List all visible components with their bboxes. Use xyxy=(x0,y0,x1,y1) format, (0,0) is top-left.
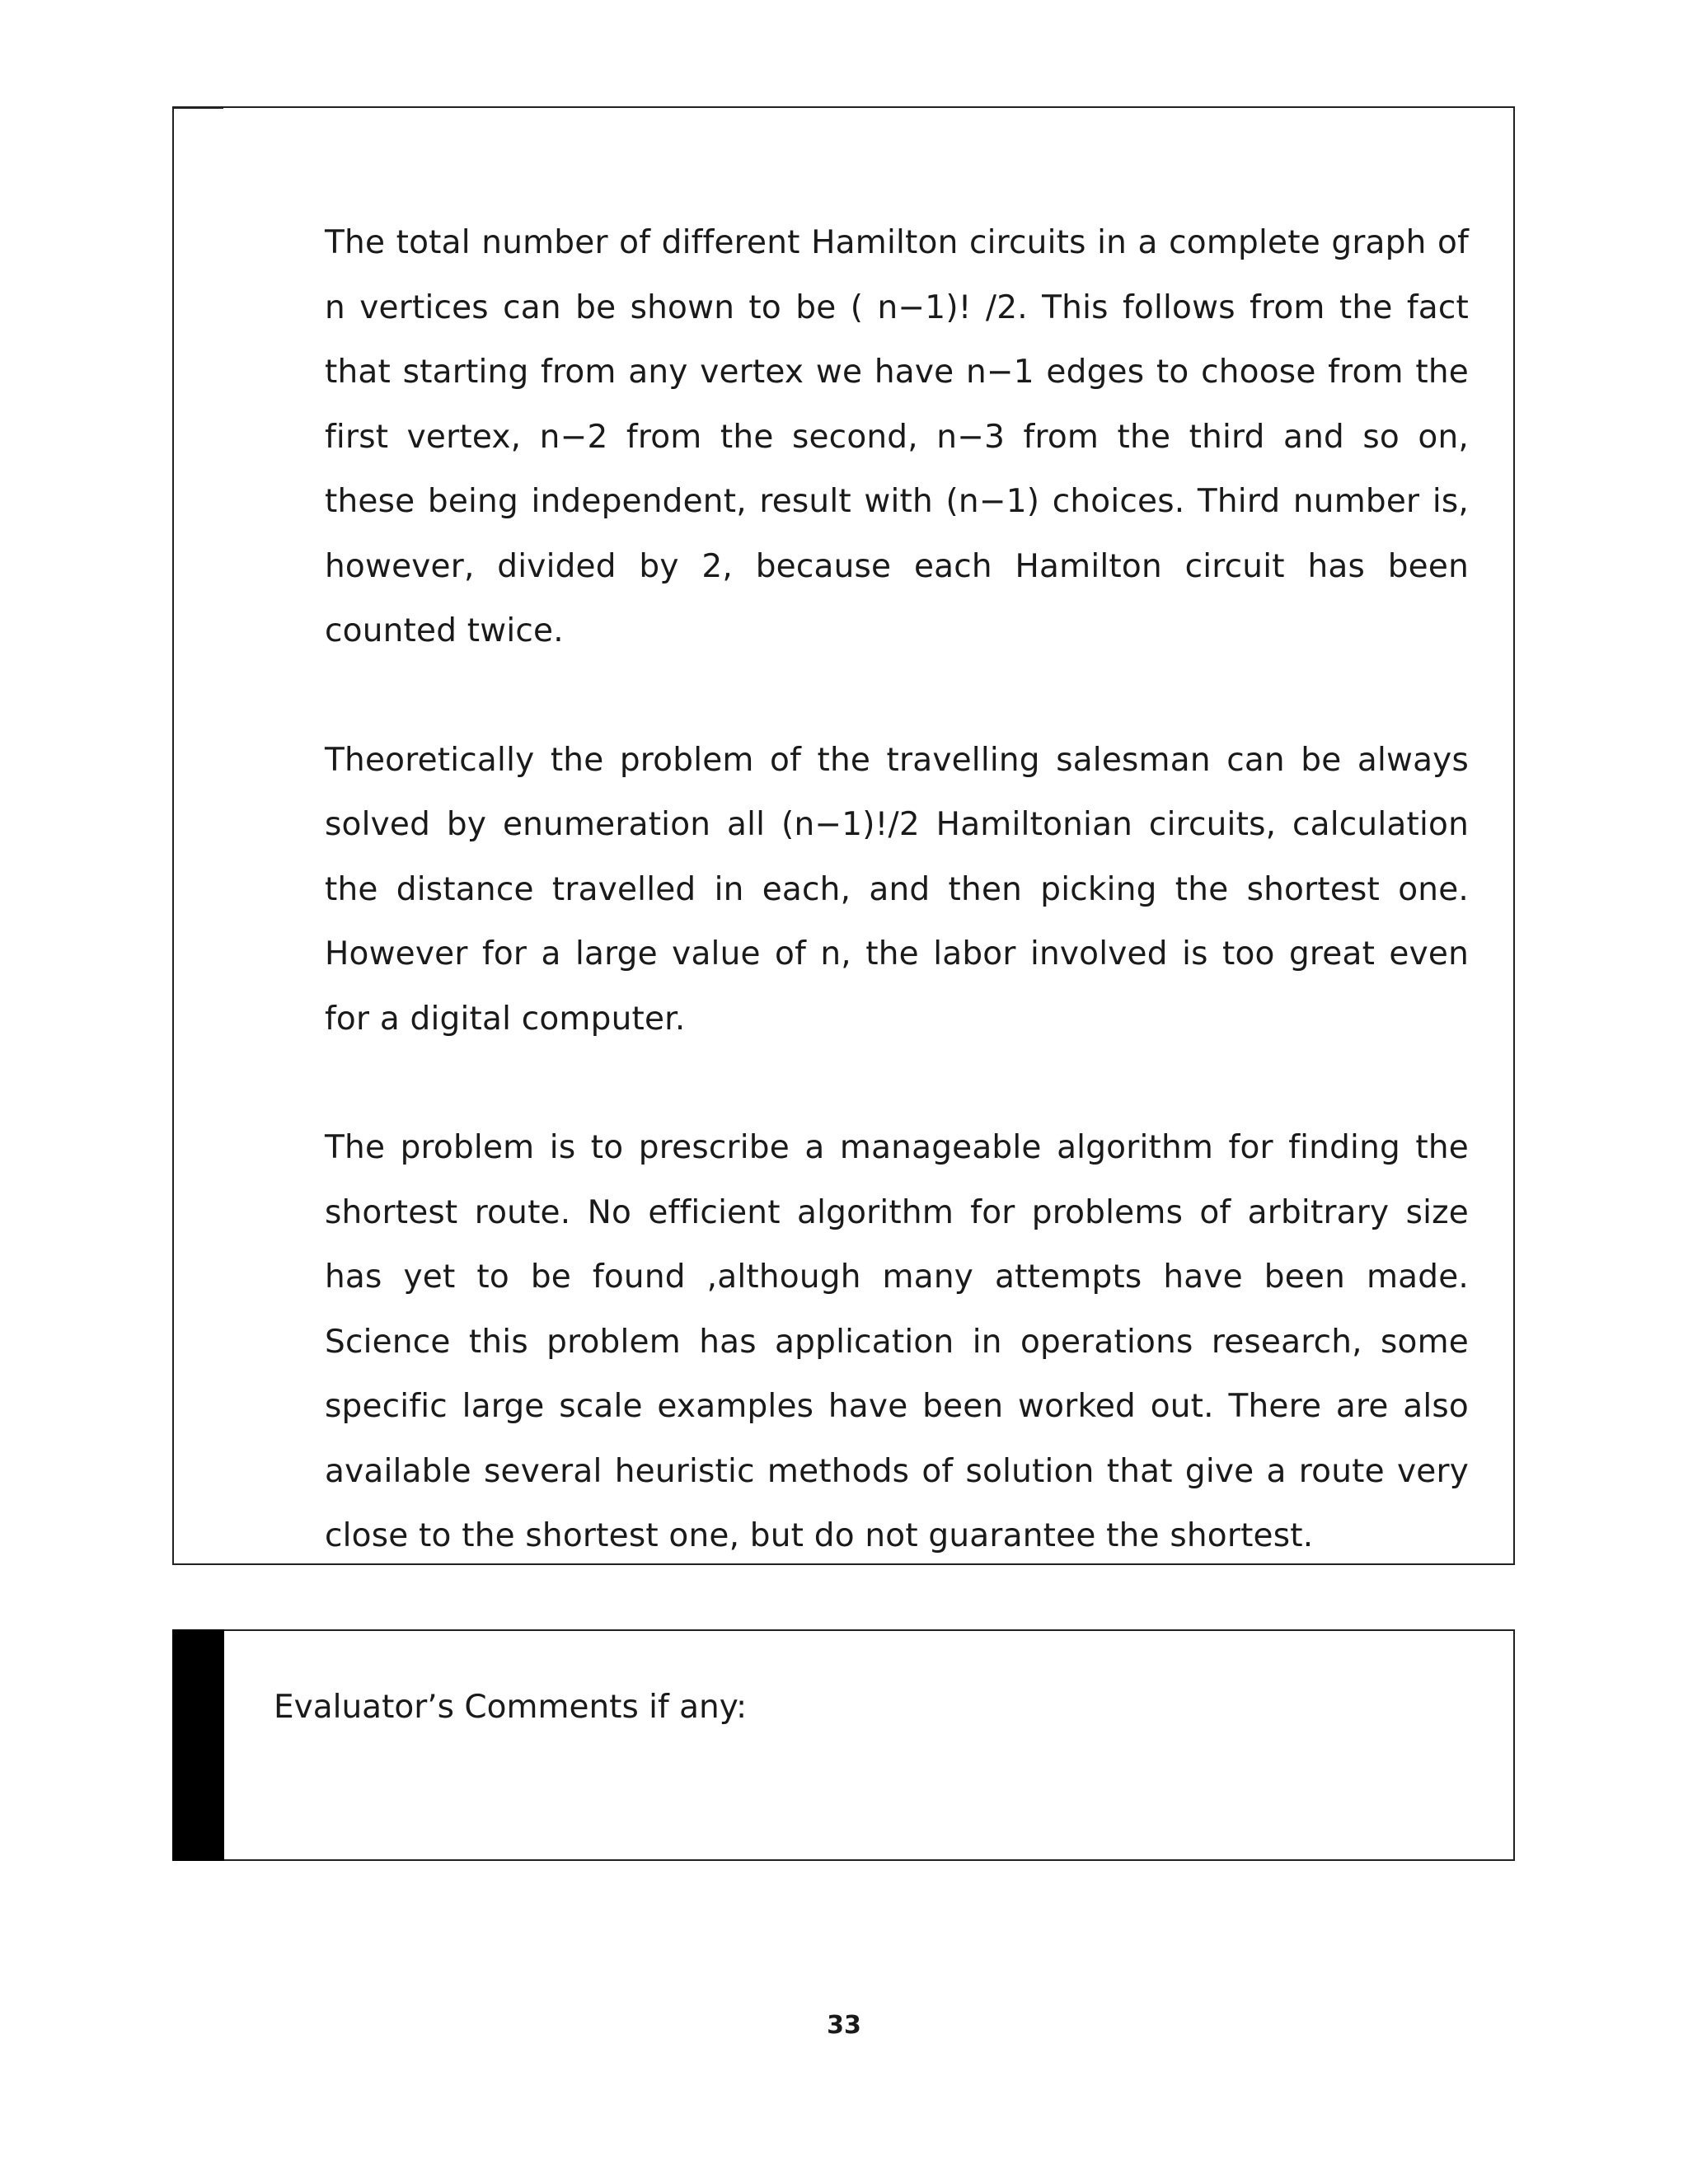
paragraph-algorithm: The problem is to prescribe a manageable algorithm for finding the shortest route. No efficient algorithm for problems of arbitrary size has yet to be found ,although many attempts have been made. Science this problem has application in operations research, some specific large scale examples have been worked out. There are also available several heuristic methods of solution that give a route very close to the shortest one, but do not guarantee the shortest. xyxy=(325,1129,1469,1554)
paragraph-hamilton-count: The total number of different Hamilton circuits in a complete graph of n vertices can be shown to be ( n−1)! /2. This follows from the fact that starting from any vertex we have n−1 edges to choose from the first vertex, n−2 from the second, n−3 from the third and so on, these being independent, result with (n−1) choices. Third number is, however, divided by 2, because each Hamilton circuit has been counted twice. xyxy=(325,224,1469,649)
box-corner-notch xyxy=(172,106,223,109)
body-text xyxy=(325,211,1469,1569)
content-box xyxy=(172,106,1515,1565)
page-number: 33 xyxy=(827,2011,861,2040)
comments-side-bar xyxy=(172,1629,224,1861)
evaluator-comments-box xyxy=(172,1629,1515,1861)
evaluator-comments-label: Evaluator’s Comments if any: xyxy=(274,1689,748,1726)
paragraph-enumeration: Theoretically the problem of the travelling salesman can be always solved by enumeration all (n−1)!/2 Hamiltonian circuits, calculation the distance travelled in each, and then picking the shortest one. However for a large value of n, the labor involved is too great even for a digital computer. xyxy=(325,741,1469,1038)
